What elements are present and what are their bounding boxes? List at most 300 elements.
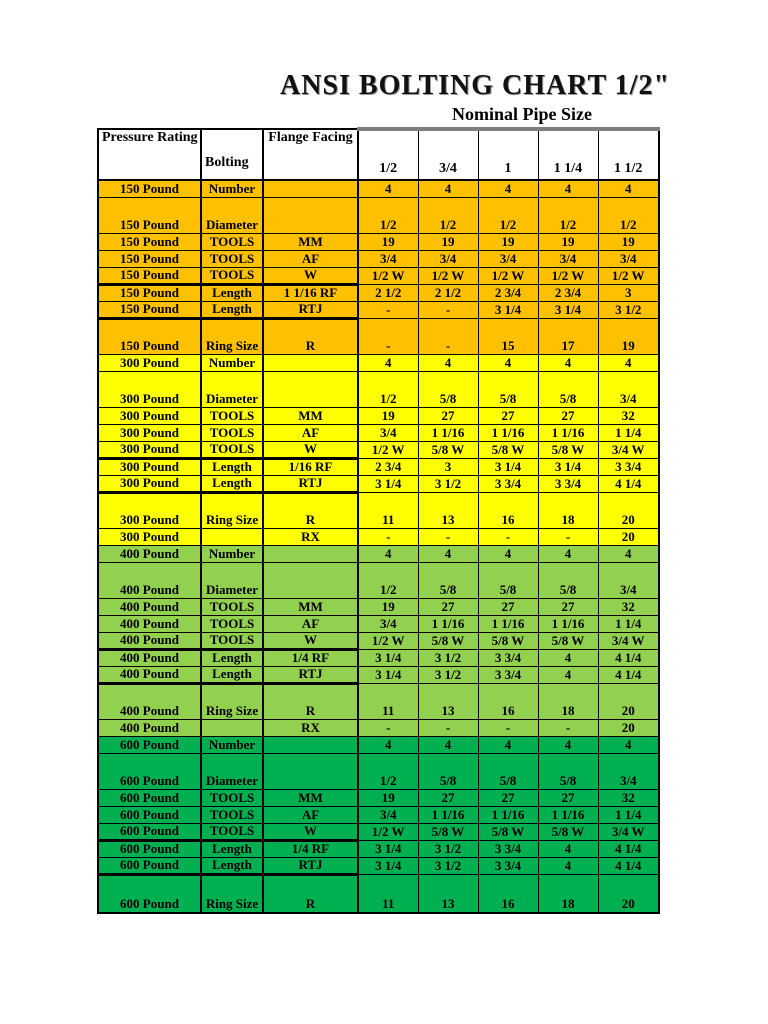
cell-bolting: TOOLS	[201, 233, 263, 250]
table-header-row	[98, 129, 659, 180]
cell-flange-facing: MM	[263, 789, 358, 806]
cell-bolting: Length	[201, 284, 263, 301]
cell-pressure-rating: 400 Pound	[98, 562, 201, 598]
cell-pressure-rating: 600 Pound	[98, 840, 201, 857]
table-row	[98, 284, 659, 301]
cell-size-value: 4	[478, 545, 538, 562]
cell-bolting: TOOLS	[201, 250, 263, 267]
table-row	[98, 632, 659, 649]
cell-size-value: 15	[478, 318, 538, 354]
cell-size-value: -	[478, 719, 538, 736]
cell-flange-facing: 1/4 RF	[263, 840, 358, 857]
cell-size-value: 5/8	[478, 753, 538, 789]
cell-bolting: TOOLS	[201, 267, 263, 284]
cell-size-value: 3 1/4	[358, 475, 418, 492]
cell-size-value: 20	[598, 492, 659, 528]
table-row	[98, 545, 659, 562]
cell-size-value: 19	[538, 233, 598, 250]
cell-flange-facing	[263, 354, 358, 371]
cell-size-value: 5/8 W	[538, 441, 598, 458]
cell-pressure-rating: 600 Pound	[98, 806, 201, 823]
table-row	[98, 354, 659, 371]
cell-size-value: 5/8	[478, 562, 538, 598]
cell-size-value: 4	[598, 180, 659, 197]
cell-flange-facing	[263, 371, 358, 407]
table-row	[98, 528, 659, 545]
cell-size-value: 3 1/2	[418, 475, 478, 492]
header-size-1-1-4: 1 1/4	[538, 129, 598, 180]
table-row	[98, 666, 659, 683]
table-row	[98, 736, 659, 753]
cell-size-value: 3 3/4	[598, 458, 659, 475]
cell-size-value: 1/2	[598, 197, 659, 233]
cell-bolting: Length	[201, 649, 263, 666]
bolting-chart-table-wrapper	[97, 127, 660, 914]
cell-size-value: 1 1/16	[478, 615, 538, 632]
cell-size-value: 13	[418, 492, 478, 528]
cell-size-value: 18	[538, 683, 598, 719]
cell-size-value: 2 1/2	[358, 284, 418, 301]
cell-size-value: 5/8	[418, 562, 478, 598]
cell-bolting: Number	[201, 736, 263, 753]
cell-bolting: Length	[201, 301, 263, 318]
cell-bolting: TOOLS	[201, 615, 263, 632]
cell-size-value: 4	[538, 354, 598, 371]
table-row	[98, 823, 659, 840]
table-row	[98, 874, 659, 913]
cell-size-value: 5/8 W	[478, 823, 538, 840]
cell-size-value: 4	[478, 354, 538, 371]
cell-size-value: 1/2	[478, 197, 538, 233]
cell-size-value: 5/8	[538, 562, 598, 598]
cell-flange-facing: RTJ	[263, 666, 358, 683]
cell-size-value: 19	[598, 233, 659, 250]
cell-size-value: 3	[598, 284, 659, 301]
cell-size-value: 1 1/16	[478, 424, 538, 441]
bolting-chart-table	[97, 127, 660, 914]
cell-size-value: 5/8	[418, 371, 478, 407]
cell-size-value: 3 3/4	[478, 666, 538, 683]
cell-pressure-rating: 150 Pound	[98, 250, 201, 267]
cell-bolting: Length	[201, 475, 263, 492]
cell-size-value: 32	[598, 598, 659, 615]
cell-size-value: 4	[538, 857, 598, 874]
cell-pressure-rating: 600 Pound	[98, 753, 201, 789]
cell-size-value: 3 1/4	[538, 301, 598, 318]
cell-size-value: 3/4	[598, 250, 659, 267]
cell-bolting: Diameter	[201, 753, 263, 789]
cell-size-value: 1/2 W	[598, 267, 659, 284]
table-row	[98, 441, 659, 458]
cell-flange-facing: R	[263, 683, 358, 719]
cell-size-value: 27	[478, 407, 538, 424]
cell-size-value: 2 3/4	[538, 284, 598, 301]
table-row	[98, 197, 659, 233]
cell-size-value: 4	[418, 180, 478, 197]
cell-flange-facing: W	[263, 823, 358, 840]
cell-size-value: 1/2 W	[358, 267, 418, 284]
cell-size-value: 4	[538, 180, 598, 197]
cell-size-value: 5/8	[478, 371, 538, 407]
cell-flange-facing: MM	[263, 233, 358, 250]
cell-size-value: 19	[358, 407, 418, 424]
cell-size-value: 3 1/4	[538, 458, 598, 475]
cell-size-value: 3 1/4	[358, 857, 418, 874]
cell-size-value: 3 1/4	[358, 840, 418, 857]
cell-size-value: 3 1/4	[358, 666, 418, 683]
cell-size-value: 1 1/16	[538, 615, 598, 632]
cell-flange-facing: RTJ	[263, 475, 358, 492]
cell-pressure-rating: 400 Pound	[98, 683, 201, 719]
cell-size-value: 16	[478, 874, 538, 913]
table-row	[98, 301, 659, 318]
cell-size-value: 1 1/16	[418, 424, 478, 441]
cell-pressure-rating: 400 Pound	[98, 615, 201, 632]
header-size-1: 1	[478, 129, 538, 180]
cell-bolting: Length	[201, 840, 263, 857]
table-row	[98, 424, 659, 441]
cell-size-value: 20	[598, 683, 659, 719]
cell-size-value: 3 3/4	[478, 475, 538, 492]
cell-bolting: Ring Size	[201, 492, 263, 528]
cell-bolting: Number	[201, 354, 263, 371]
cell-pressure-rating: 150 Pound	[98, 301, 201, 318]
table-row	[98, 267, 659, 284]
cell-size-value: 5/8 W	[478, 441, 538, 458]
table-row	[98, 371, 659, 407]
table-row	[98, 407, 659, 424]
cell-size-value: 4	[538, 649, 598, 666]
cell-flange-facing	[263, 753, 358, 789]
cell-size-value: 3/4	[478, 250, 538, 267]
cell-size-value: 3 1/2	[418, 857, 478, 874]
cell-bolting: TOOLS	[201, 598, 263, 615]
cell-size-value: 3 3/4	[538, 475, 598, 492]
cell-pressure-rating: 400 Pound	[98, 666, 201, 683]
cell-bolting: Number	[201, 180, 263, 197]
cell-pressure-rating: 300 Pound	[98, 458, 201, 475]
cell-size-value: 1/2	[358, 371, 418, 407]
cell-pressure-rating: 300 Pound	[98, 354, 201, 371]
cell-size-value: 1 1/16	[478, 806, 538, 823]
cell-size-value: 1 1/16	[418, 615, 478, 632]
cell-pressure-rating: 300 Pound	[98, 407, 201, 424]
cell-size-value: 4	[598, 545, 659, 562]
table-row	[98, 492, 659, 528]
table-row	[98, 857, 659, 874]
cell-pressure-rating: 600 Pound	[98, 823, 201, 840]
cell-size-value: 3	[418, 458, 478, 475]
cell-flange-facing: W	[263, 441, 358, 458]
cell-size-value: -	[358, 719, 418, 736]
cell-size-value: 20	[598, 528, 659, 545]
cell-flange-facing: RX	[263, 528, 358, 545]
cell-size-value: -	[358, 528, 418, 545]
cell-size-value: 1/2	[358, 562, 418, 598]
cell-flange-facing: AF	[263, 806, 358, 823]
cell-size-value: 5/8	[538, 753, 598, 789]
cell-size-value: -	[478, 528, 538, 545]
cell-size-value: 4	[538, 840, 598, 857]
cell-bolting	[201, 719, 263, 736]
cell-pressure-rating: 600 Pound	[98, 874, 201, 913]
cell-bolting: TOOLS	[201, 789, 263, 806]
cell-size-value: 19	[358, 598, 418, 615]
cell-size-value: 4	[478, 736, 538, 753]
cell-size-value: 27	[418, 407, 478, 424]
cell-size-value: 4	[598, 736, 659, 753]
cell-size-value: 3/4	[358, 250, 418, 267]
cell-size-value: 3/4	[598, 753, 659, 789]
cell-size-value: 5/8 W	[538, 632, 598, 649]
cell-bolting: TOOLS	[201, 823, 263, 840]
cell-bolting: Diameter	[201, 371, 263, 407]
cell-pressure-rating: 150 Pound	[98, 318, 201, 354]
cell-size-value: 3 3/4	[478, 649, 538, 666]
cell-bolting: Length	[201, 857, 263, 874]
cell-size-value: 1 1/4	[598, 806, 659, 823]
bolting-table-body	[98, 180, 659, 913]
cell-pressure-rating: 600 Pound	[98, 857, 201, 874]
header-flange-facing: Flange Facing	[263, 129, 358, 180]
cell-size-value: 3/4	[358, 615, 418, 632]
cell-size-value: -	[418, 301, 478, 318]
cell-size-value: 3/4 W	[598, 632, 659, 649]
cell-size-value: 18	[538, 492, 598, 528]
cell-pressure-rating: 400 Pound	[98, 649, 201, 666]
cell-size-value: 18	[538, 874, 598, 913]
table-row	[98, 250, 659, 267]
cell-flange-facing	[263, 736, 358, 753]
cell-size-value: 20	[598, 874, 659, 913]
cell-size-value: 5/8 W	[418, 823, 478, 840]
cell-size-value: 13	[418, 874, 478, 913]
cell-size-value: 1/2 W	[358, 441, 418, 458]
table-row	[98, 719, 659, 736]
cell-size-value: 20	[598, 719, 659, 736]
cell-size-value: 3/4	[538, 250, 598, 267]
cell-size-value: 3 1/4	[478, 301, 538, 318]
cell-size-value: 4	[358, 545, 418, 562]
cell-pressure-rating: 400 Pound	[98, 719, 201, 736]
cell-flange-facing: 1 1/16 RF	[263, 284, 358, 301]
cell-size-value: 3 3/4	[478, 857, 538, 874]
cell-flange-facing: R	[263, 874, 358, 913]
cell-pressure-rating: 600 Pound	[98, 789, 201, 806]
cell-size-value: 3/4	[598, 371, 659, 407]
cell-bolting: TOOLS	[201, 424, 263, 441]
cell-size-value: 4	[418, 354, 478, 371]
cell-size-value: 4	[358, 736, 418, 753]
cell-flange-facing: AF	[263, 424, 358, 441]
cell-size-value: 4	[358, 354, 418, 371]
cell-pressure-rating: 300 Pound	[98, 475, 201, 492]
cell-size-value: 5/8	[418, 753, 478, 789]
cell-flange-facing	[263, 545, 358, 562]
table-row	[98, 753, 659, 789]
cell-size-value: 19	[478, 233, 538, 250]
cell-flange-facing: W	[263, 632, 358, 649]
cell-size-value: 3/4	[598, 562, 659, 598]
cell-size-value: 1/2	[358, 197, 418, 233]
cell-pressure-rating: 600 Pound	[98, 736, 201, 753]
cell-size-value: 32	[598, 407, 659, 424]
cell-bolting: Number	[201, 545, 263, 562]
cell-pressure-rating: 300 Pound	[98, 492, 201, 528]
cell-size-value: 3 1/2	[418, 649, 478, 666]
cell-size-value: 4	[418, 545, 478, 562]
cell-flange-facing: AF	[263, 615, 358, 632]
cell-bolting: Diameter	[201, 562, 263, 598]
cell-size-value: 1/2 W	[358, 632, 418, 649]
cell-size-value: 3 1/2	[418, 666, 478, 683]
cell-size-value: 5/8 W	[418, 441, 478, 458]
cell-size-value: 1 1/16	[538, 806, 598, 823]
cell-size-value: 27	[538, 598, 598, 615]
cell-size-value: 5/8 W	[538, 823, 598, 840]
table-row	[98, 683, 659, 719]
cell-pressure-rating: 300 Pound	[98, 441, 201, 458]
cell-size-value: 1 1/16	[538, 424, 598, 441]
table-row	[98, 475, 659, 492]
cell-size-value: 27	[478, 598, 538, 615]
cell-bolting: Ring Size	[201, 874, 263, 913]
cell-flange-facing: R	[263, 318, 358, 354]
cell-pressure-rating: 400 Pound	[98, 598, 201, 615]
cell-size-value: 19	[418, 233, 478, 250]
cell-size-value: -	[358, 301, 418, 318]
cell-size-value: 3 1/2	[598, 301, 659, 318]
cell-size-value: 3 3/4	[478, 840, 538, 857]
cell-size-value: 1/2 W	[478, 267, 538, 284]
cell-bolting: Length	[201, 666, 263, 683]
cell-size-value: 4 1/4	[598, 666, 659, 683]
cell-flange-facing: AF	[263, 250, 358, 267]
cell-size-value: 1/2 W	[538, 267, 598, 284]
cell-pressure-rating: 150 Pound	[98, 197, 201, 233]
cell-pressure-rating: 400 Pound	[98, 545, 201, 562]
cell-pressure-rating: 400 Pound	[98, 632, 201, 649]
cell-bolting: TOOLS	[201, 632, 263, 649]
header-pressure-rating: Pressure Rating	[98, 129, 201, 180]
cell-size-value: 1 1/16	[418, 806, 478, 823]
table-row	[98, 598, 659, 615]
cell-size-value: 3/4 W	[598, 823, 659, 840]
cell-bolting: TOOLS	[201, 806, 263, 823]
table-row	[98, 180, 659, 197]
cell-size-value: 4	[538, 666, 598, 683]
cell-flange-facing: 1/16 RF	[263, 458, 358, 475]
cell-size-value: 4	[418, 736, 478, 753]
cell-size-value: 3/4	[358, 424, 418, 441]
cell-flange-facing	[263, 197, 358, 233]
cell-bolting: Length	[201, 458, 263, 475]
cell-size-value: 2 3/4	[358, 458, 418, 475]
cell-size-value: 4	[538, 545, 598, 562]
cell-pressure-rating: 150 Pound	[98, 267, 201, 284]
cell-size-value: 11	[358, 492, 418, 528]
cell-size-value: 17	[538, 318, 598, 354]
cell-flange-facing: W	[263, 267, 358, 284]
cell-size-value: 4	[478, 180, 538, 197]
cell-size-value: 16	[478, 683, 538, 719]
cell-size-value: 13	[418, 683, 478, 719]
cell-size-value: 4 1/4	[598, 649, 659, 666]
cell-size-value: 1/2	[358, 753, 418, 789]
cell-bolting: TOOLS	[201, 441, 263, 458]
cell-size-value: 1/2	[418, 197, 478, 233]
cell-size-value: -	[538, 528, 598, 545]
cell-size-value: 4 1/4	[598, 857, 659, 874]
cell-bolting: TOOLS	[201, 407, 263, 424]
cell-size-value: 1 1/4	[598, 615, 659, 632]
cell-size-value: -	[538, 719, 598, 736]
cell-size-value: 4	[358, 180, 418, 197]
cell-bolting: Ring Size	[201, 318, 263, 354]
table-row	[98, 806, 659, 823]
cell-size-value: 5/8	[538, 371, 598, 407]
cell-flange-facing: RTJ	[263, 857, 358, 874]
cell-size-value: 5/8 W	[418, 632, 478, 649]
cell-size-value: 3 1/4	[358, 649, 418, 666]
cell-size-value: 19	[598, 318, 659, 354]
cell-size-value: 32	[598, 789, 659, 806]
table-row	[98, 233, 659, 250]
cell-size-value: 4	[598, 354, 659, 371]
cell-size-value: -	[418, 528, 478, 545]
cell-pressure-rating: 300 Pound	[98, 371, 201, 407]
cell-size-value: 1/2 W	[358, 823, 418, 840]
table-row	[98, 789, 659, 806]
cell-size-value: 1 1/4	[598, 424, 659, 441]
cell-size-value: 19	[358, 233, 418, 250]
cell-size-value: 11	[358, 683, 418, 719]
cell-size-value: 3/4	[358, 806, 418, 823]
header-size-1-1-2: 1 1/2	[598, 129, 659, 180]
cell-bolting: Diameter	[201, 197, 263, 233]
cell-flange-facing: R	[263, 492, 358, 528]
cell-size-value: 1/2 W	[418, 267, 478, 284]
cell-size-value: 3/4 W	[598, 441, 659, 458]
header-bolting: Bolting	[201, 129, 263, 180]
cell-size-value: 27	[538, 789, 598, 806]
cell-flange-facing	[263, 180, 358, 197]
cell-flange-facing: MM	[263, 407, 358, 424]
cell-flange-facing: MM	[263, 598, 358, 615]
nominal-pipe-size-heading: Nominal Pipe Size	[452, 104, 592, 124]
cell-size-value: 27	[478, 789, 538, 806]
cell-bolting: Ring Size	[201, 683, 263, 719]
cell-size-value: -	[418, 719, 478, 736]
cell-pressure-rating: 150 Pound	[98, 284, 201, 301]
cell-size-value: 27	[418, 598, 478, 615]
cell-pressure-rating: 300 Pound	[98, 528, 201, 545]
header-size-3-4: 3/4	[418, 129, 478, 180]
header-size-1-2: 1/2	[358, 129, 418, 180]
cell-size-value: 4 1/4	[598, 475, 659, 492]
cell-size-value: -	[358, 318, 418, 354]
cell-flange-facing: RX	[263, 719, 358, 736]
cell-bolting	[201, 528, 263, 545]
cell-size-value: 1/2	[538, 197, 598, 233]
table-row	[98, 649, 659, 666]
table-row	[98, 615, 659, 632]
cell-size-value: 2 3/4	[478, 284, 538, 301]
cell-flange-facing: 1/4 RF	[263, 649, 358, 666]
cell-flange-facing: RTJ	[263, 301, 358, 318]
cell-size-value: 4 1/4	[598, 840, 659, 857]
page-title: ANSI BOLTING CHART 1/2"	[280, 70, 670, 101]
